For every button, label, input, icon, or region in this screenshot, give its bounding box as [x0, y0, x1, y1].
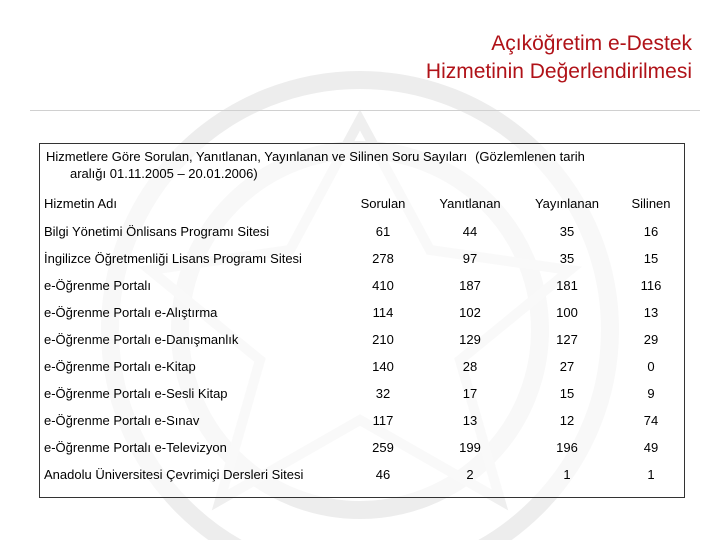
row-silinen: 116: [640, 278, 662, 293]
table-caption-note-b: aralığı 01.11.2005 – 20.01.2006): [70, 166, 258, 181]
row-sorulan: 410: [372, 278, 394, 293]
row-yanitlanan: 102: [459, 305, 481, 320]
row-name: İngilizce Öğretmenliği Lisans Programı Sitesi: [44, 251, 302, 266]
row-silinen: 1: [647, 467, 655, 482]
row-sorulan: 259: [372, 440, 394, 455]
row-yanitlanan: 44: [462, 224, 478, 239]
table-row: [40, 461, 682, 488]
row-silinen: 29: [643, 332, 659, 347]
row-name: e-Öğrenme Portalı: [44, 278, 151, 293]
header-yayinlanan: Yayınlanan: [534, 195, 600, 211]
row-sorulan: 278: [372, 251, 394, 266]
table-row: [40, 434, 682, 461]
row-yanitlanan: 2: [466, 467, 474, 482]
row-sorulan: 114: [372, 305, 394, 320]
row-silinen: 49: [643, 440, 659, 455]
table-caption: [46, 148, 676, 182]
header-silinen: Silinen: [631, 195, 671, 211]
row-sorulan: 117: [372, 413, 394, 428]
row-yanitlanan: 28: [462, 359, 478, 374]
row-name: e-Öğrenme Portalı e-Kitap: [44, 359, 196, 374]
header-yanitlanan: Yanıtlanan: [439, 195, 501, 211]
row-yayinlanan: 12: [559, 413, 575, 428]
row-silinen: 0: [647, 359, 655, 374]
row-name: e-Öğrenme Portalı e-Danışmanlık: [44, 332, 239, 347]
slide-title-line-1: Açıköğretim e-Destek: [491, 32, 692, 55]
row-name: e-Öğrenme Portalı e-Sınav: [44, 413, 200, 428]
row-yayinlanan: 35: [559, 251, 575, 266]
row-name: e-Öğrenme Portalı e-Sesli Kitap: [44, 386, 228, 401]
slide-title-line-2: Hizmetinin Değerlendirilmesi: [425, 60, 692, 83]
title-divider: [30, 110, 700, 111]
row-sorulan: 140: [372, 359, 394, 374]
header-sorulan: Sorulan: [360, 195, 406, 211]
row-name: Bilgi Yönetimi Önlisans Programı Sitesi: [44, 224, 270, 239]
row-silinen: 74: [643, 413, 659, 428]
table-row: [40, 407, 682, 434]
row-yanitlanan: 199: [459, 440, 481, 455]
table-caption-note-a: (Gözlemlenen tarih: [475, 149, 585, 164]
row-silinen: 13: [643, 305, 659, 320]
row-yayinlanan: 35: [559, 224, 575, 239]
row-yayinlanan: 1: [563, 467, 571, 482]
table-row: [40, 353, 682, 380]
table-caption-title: Hizmetlere Göre Sorulan, Yanıtlanan, Yayınlanan ve Silinen Soru Sayıları: [46, 149, 468, 164]
row-yanitlanan: 13: [462, 413, 478, 428]
row-silinen: 16: [643, 224, 659, 239]
table-row: [40, 326, 682, 353]
table-row: [40, 272, 682, 299]
row-yayinlanan: 15: [559, 386, 575, 401]
table-row: [40, 299, 682, 326]
row-sorulan: 210: [372, 332, 394, 347]
row-name: e-Öğrenme Portalı e-Alıştırma: [44, 305, 218, 320]
row-sorulan: 46: [375, 467, 391, 482]
row-yayinlanan: 27: [559, 359, 575, 374]
row-name: e-Öğrenme Portalı e-Televizyon: [44, 440, 227, 455]
row-silinen: 15: [643, 251, 659, 266]
header-name: Hizmetin Adı: [44, 195, 117, 211]
slide-title: [426, 30, 692, 86]
row-yanitlanan: 129: [459, 332, 481, 347]
table-header-row: [40, 189, 682, 217]
table-row: [40, 245, 682, 272]
row-yanitlanan: 97: [462, 251, 478, 266]
table-row: [40, 218, 682, 245]
row-yayinlanan: 127: [556, 332, 578, 347]
row-sorulan: 32: [375, 386, 391, 401]
row-yayinlanan: 181: [556, 278, 578, 293]
row-yanitlanan: 17: [462, 386, 478, 401]
row-yayinlanan: 196: [556, 440, 578, 455]
row-silinen: 9: [647, 386, 655, 401]
table-row: [40, 380, 682, 407]
row-yanitlanan: 187: [459, 278, 481, 293]
row-sorulan: 61: [375, 224, 391, 239]
row-name: Anadolu Üniversitesi Çevrimiçi Dersleri Sitesi: [44, 467, 304, 482]
row-yayinlanan: 100: [556, 305, 578, 320]
